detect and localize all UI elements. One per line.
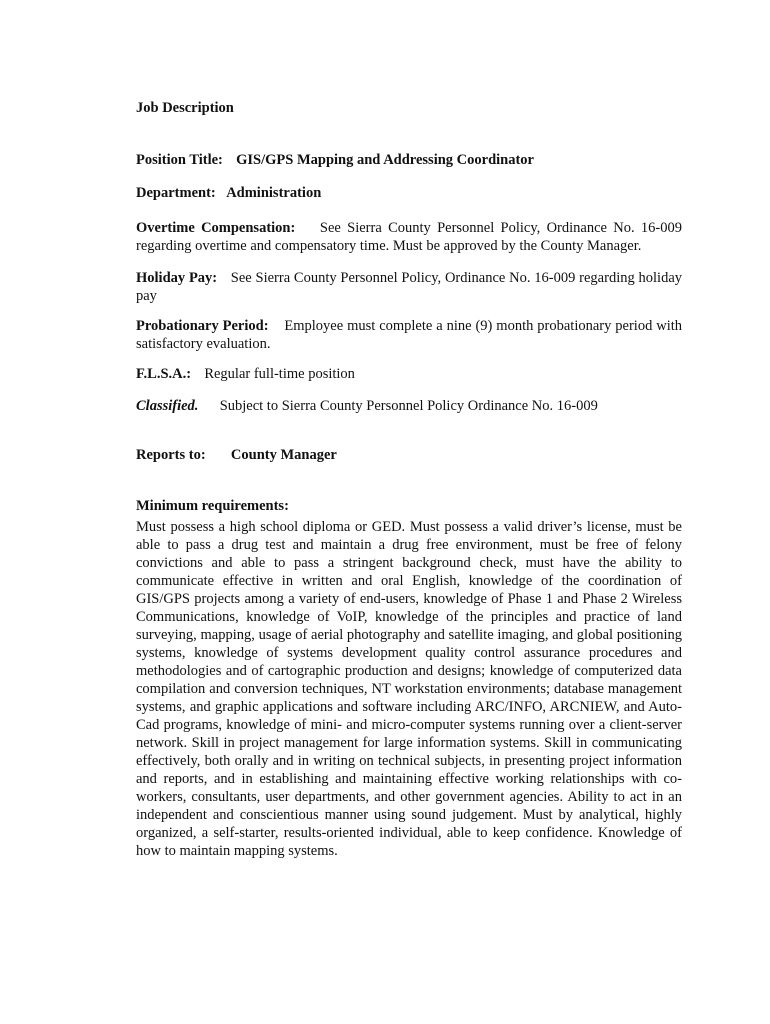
flsa-label: F.L.S.A.:: [136, 366, 192, 382]
holiday-pay-text: See Sierra County Personnel Policy, Ordinance No. 16-009 regarding holiday pay: [136, 270, 683, 304]
classified-label: Classified.: [136, 398, 199, 414]
position-title-row: [136, 152, 534, 170]
holiday-pay-paragraph: [136, 270, 682, 305]
reports-to-row: [136, 447, 337, 465]
classified-row: [136, 398, 598, 416]
probationary-label: Probationary Period:: [136, 318, 269, 334]
overtime-label: Overtime Compensation:: [136, 220, 296, 236]
probationary-text: Employee must complete a nine (9) month probationary period with satisfactory evaluation.: [136, 318, 683, 352]
minimum-requirements-text: Must possess a high school diploma or GED. Must possess a valid driver’s license, must be able to pass a drug test and maintain a drug free environment, must be free of felony convictions and able to pass a stringent background check, must have the ability to communicate effective in written and oral English, knowledge of the coordination of GIS/GPS projects among a variety of end-users, knowledge of Phase 1 and Phase 2 Wireless Communications, knowledge of VoIP, knowledge of the principles and practice of land surveying, mapping, usage of aerial photography and satellite imaging, and global positioning systems, knowledge of systems development quality control assurance procedures and methodologies and of cartographic production and designs; knowledge of computerized data compilation and conversion techniques, NT workstation environments; database management systems, and graphic applications and software including ARC/INFO, ARCNIEW, and Auto-Cad programs, knowledge of mini- and micro-computer systems running over a client-server network. Skill in project management for large information systems. Skill in communicating effectively, both orally and in writing on technical subjects, in presenting project information and reports, and in establishing and maintaining effective working relationships with co-workers, consultants, user departments, and other government agencies. Ability to act in an independent and conscientious manner using sound judgement. Must by analytical, highly organized, a self-starter, results-oriented individual, able to keep confidence. Knowledge of how to maintain mapping systems.: [136, 519, 682, 859]
reports-to-value: County Manager: [230, 447, 337, 463]
holiday-pay-label: Holiday Pay:: [136, 270, 218, 286]
minimum-requirements-heading: Minimum requirements:: [136, 498, 289, 514]
flsa-text: Regular full-time position: [204, 366, 355, 382]
department-label: Department:: [136, 185, 216, 201]
reports-to-label: Reports to:: [136, 447, 206, 463]
position-title-value: GIS/GPS Mapping and Addressing Coordinator: [236, 152, 534, 168]
classified-text: Subject to Sierra County Personnel Policy Ordinance No. 16-009: [219, 398, 598, 414]
overtime-text: See Sierra County Personnel Policy, Ordinance No. 16-009 regarding overtime and compensatory time. Must be approved by the County Manager.: [136, 220, 682, 254]
document-heading: Job Description: [136, 100, 234, 116]
department-value: Administration: [226, 185, 322, 201]
flsa-row: [136, 366, 355, 384]
overtime-paragraph: [136, 220, 682, 255]
probationary-paragraph: [136, 318, 682, 353]
department-row: [136, 185, 321, 203]
position-title-label: Position Title:: [136, 152, 223, 168]
